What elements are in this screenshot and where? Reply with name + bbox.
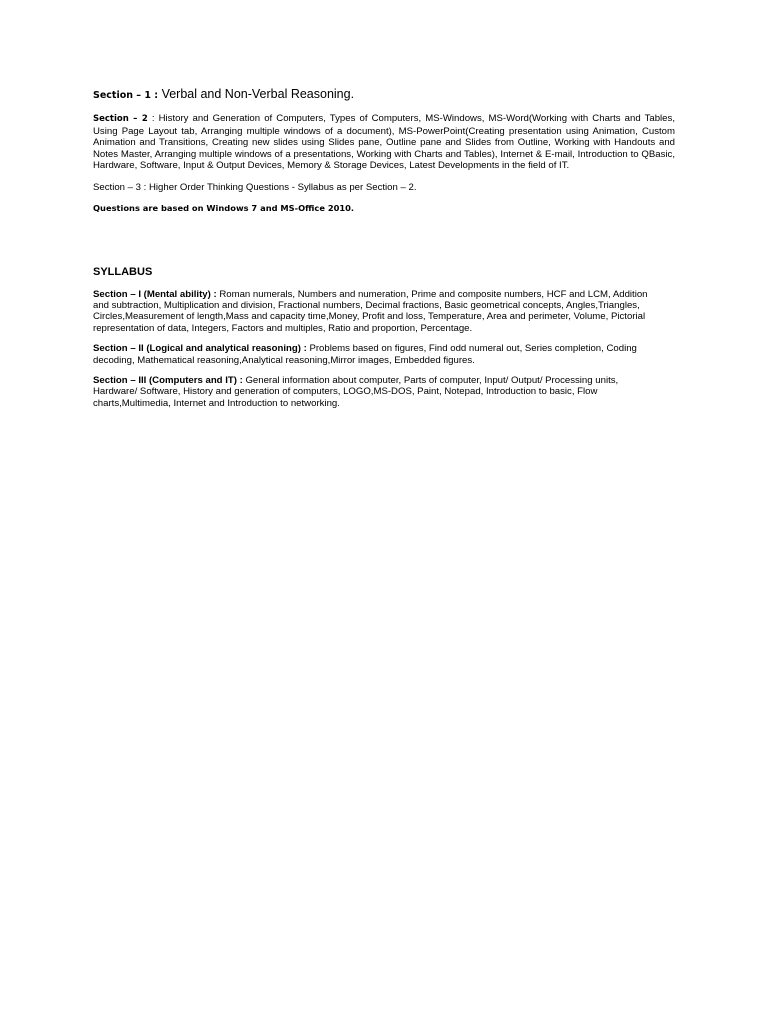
platform-note: Questions are based on Windows 7 and MS-Office 2010.: [93, 202, 355, 213]
syllabus-section-label: Section – III (Computers and IT) :: [93, 374, 243, 386]
document-page: [93, 84, 675, 409]
syllabus-section-logical-reasoning: [93, 343, 655, 366]
syllabus-section-text: General information about computer, Parts of computer, Input/ Output/ Processing units, Hardware/ Software, History and generation of computers, LOGO,MS-DOS, Paint, Notepad, Introduction to basic, Flow charts,Multimedia, Internet and Introduction to networking.: [93, 374, 619, 409]
syllabus-section-text: Roman numerals, Numbers and numeration, Prime and composite numbers, HCF and LCM, Addition and subtraction, Multiplication and division, Fractional numbers, Decimal fractions, Basic geometrical concepts, Angles,Triangles, Circles,Measurement of length,Mass and capacity time,Money, Profit and loss, Temperature, Area and perimeter, Volume, Pictorial representation of data, Integers, Factors and multiples, Ratio and proportion, Percentage.: [93, 288, 648, 334]
section-3-paragraph: Section – 3 : Higher Order Thinking Questions - Syllabus as per Section – 2.: [93, 181, 417, 193]
syllabus-heading: SYLLABUS: [93, 265, 153, 278]
section-1-label: Section – 1 :: [93, 90, 159, 101]
syllabus-section-mental-ability: [93, 289, 655, 335]
syllabus-section-label: Section – II (Logical and analytical reasoning) :: [93, 343, 307, 355]
syllabus-section-computers-it: [93, 375, 655, 409]
section-2-paragraph: [93, 113, 675, 172]
section-2-label: Section – 2: [93, 114, 148, 124]
syllabus-section-label: Section – I (Mental ability) :: [93, 288, 217, 300]
section-2-text: : History and Generation of Computers, Types of Computers, MS-Windows, MS-Word(Working with Charts and Tables, Using Page Layout tab, Arranging multiple windows of a document), MS-PowerPoint(Creating presentation using Animation, Custom Animation and Transitions, Creating new slides using Slides pane, Outline pane and Slides from Outline, Working with Handouts and Notes Master, Arranging multiple windows of a presentations, Working with Charts and Tables), Internet & E-mail, Introduction to QBasic, Hardware, Software, Input & Output Devices, Memory & Storage Devices, Latest Developments in the field of IT.: [93, 113, 675, 171]
syllabus-section-text: Problems based on figures, Find odd numeral out, Series completion, Coding decoding, Mathematical reasoning,Analytical reasoning,Mirror images, Embedded figures.: [93, 343, 637, 366]
section-1-line: [93, 84, 675, 106]
section-1-text: Verbal and Non-Verbal Reasoning.: [158, 87, 355, 101]
